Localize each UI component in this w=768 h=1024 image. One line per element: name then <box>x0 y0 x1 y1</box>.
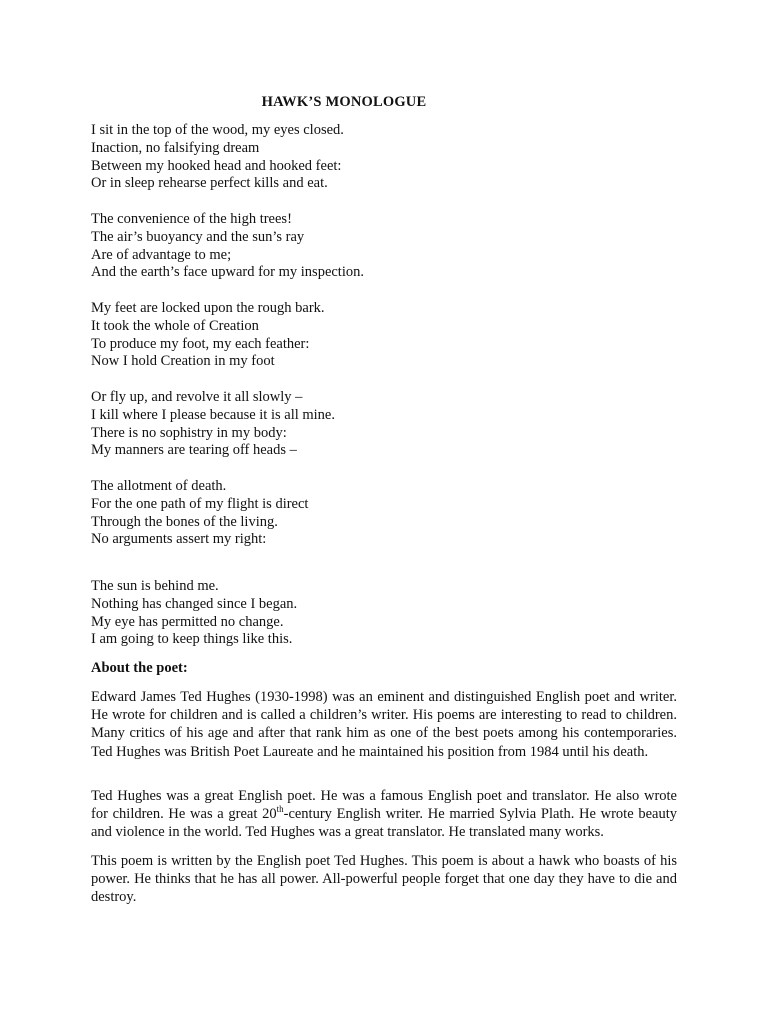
bio-paragraph-1: Edward James Ted Hughes (1930-1998) was an eminent and distinguished English poet and writer. He wrote for children and is called a children’s writer. His poems are interesting to read to children. Many critics of his age and after that rank him as one of the best poets among his contemporaries. Ted Hughes was British Poet Laureate and he maintained his position from 1984 until his death. <box>91 689 677 760</box>
poem-line: My eye has permitted no change. <box>91 613 284 630</box>
poem-line: My feet are locked upon the rough bark. <box>91 300 325 316</box>
paragraph-text: Ted Hughes was a great English poet. He was a famous English poet and translator. He also wrote for children. He was a great 20 <box>91 788 677 823</box>
poem-line: Between my hooked head and hooked feet: <box>91 157 342 174</box>
poem-line: I sit in the top of the wood, my eyes closed. <box>91 122 344 138</box>
poem-line: Are of advantage to me; <box>91 246 232 263</box>
stanza-4 <box>91 389 691 460</box>
poem-summary-paragraph: This poem is written by the English poet Ted Hughes. This poem is about a hawk who boasts of his power. He thinks that he has all power. All-powerful people forget that one day they have to die and destroy. <box>91 853 677 906</box>
poem-line: Through the bones of the living. <box>91 513 278 530</box>
poem-line: Nothing has changed since I began. <box>91 595 298 612</box>
poem-line: It took the whole of Creation <box>91 317 259 334</box>
bio-paragraph-2 <box>91 787 677 842</box>
stanza-2 <box>91 211 691 282</box>
paragraph-text: -century English writer. He married Sylvia Plath. He wrote beauty and violence in the world. Ted Hughes was a great translator. He translated many works. <box>91 806 677 841</box>
poem-line: For the one path of my flight is direct <box>91 495 309 512</box>
about-heading: About the poet: <box>91 660 188 676</box>
poem-line: Or fly up, and revolve it all slowly – <box>91 389 303 405</box>
poem-line: I am going to keep things like this. <box>91 631 293 648</box>
stanza-1 <box>91 122 691 193</box>
poem-line: I kill where I please because it is all mine. <box>91 406 335 423</box>
poem-line: And the earth’s face upward for my inspection. <box>91 264 364 281</box>
poem-line: The sun is behind me. <box>91 578 219 594</box>
poem-title: HAWK’S MONOLOGUE <box>261 94 427 110</box>
stanza-3 <box>91 300 691 371</box>
poem-line: Now I hold Creation in my foot <box>91 353 275 370</box>
stanza-5 <box>91 478 691 549</box>
poem-line: Inaction, no falsifying dream <box>91 139 260 156</box>
ordinal-superscript: th <box>276 804 284 815</box>
poem-line: Or in sleep rehearse perfect kills and eat. <box>91 175 328 192</box>
poem-line: There is no sophistry in my body: <box>91 424 287 441</box>
stanza-6 <box>91 578 691 649</box>
poem-line: The allotment of death. <box>91 478 227 494</box>
poem-line: The air’s buoyancy and the sun’s ray <box>91 228 305 245</box>
poem-line: No arguments assert my right: <box>91 531 267 548</box>
poem-line: My manners are tearing off heads – <box>91 442 297 459</box>
poem-line: The convenience of the high trees! <box>91 211 292 227</box>
poem-line: To produce my foot, my each feather: <box>91 335 310 352</box>
